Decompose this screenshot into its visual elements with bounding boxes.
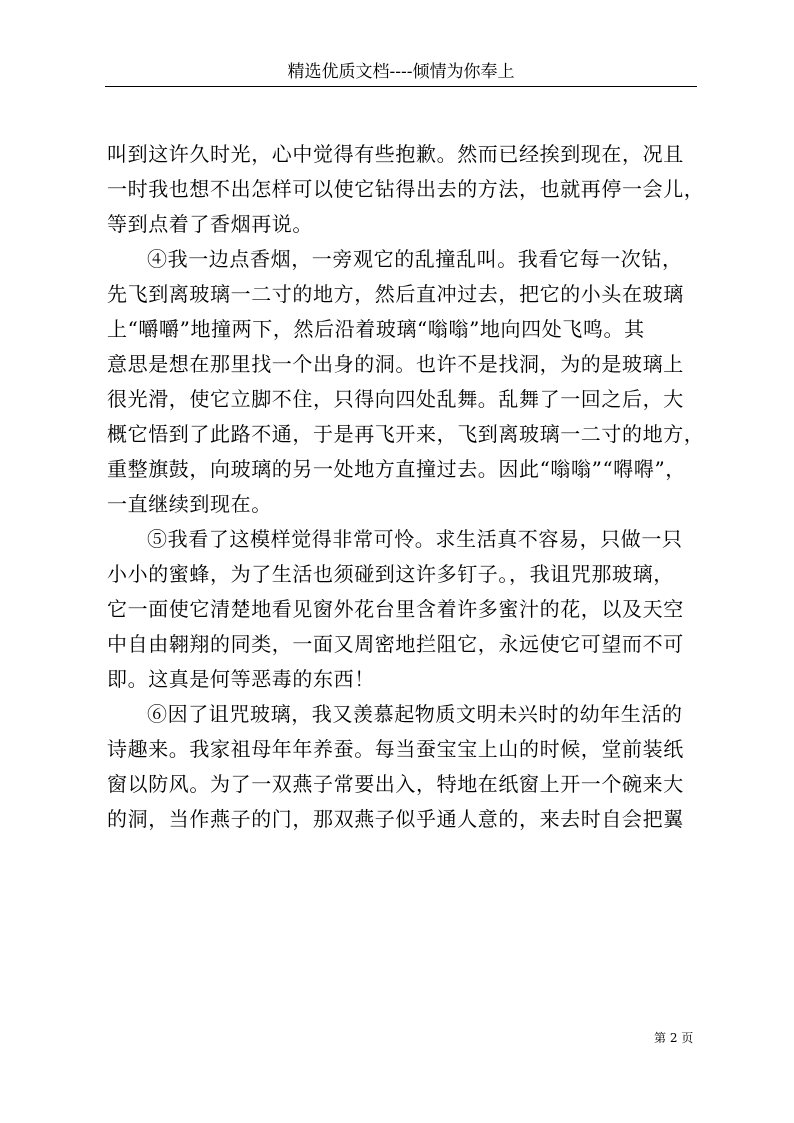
text-line: 一直继续到现在。 (107, 492, 272, 516)
body-text (107, 137, 707, 837)
text-line: 上“嚼嚼”地撞两下，然后沿着玻璃“嗡嗡”地向四处飞鸣。其 (107, 317, 645, 341)
text-line: 很光滑，使它立脚不住，只得向四处乱舞。乱舞了一回之后，大 (107, 387, 684, 411)
paragraph-start-line: ⑥因了诅咒玻璃，我又羡慕起物质文明未兴时的幼年生活的 (147, 702, 683, 726)
text-line: 的洞，当作燕子的门，那双燕子似乎通人意的，来去时自会把翼 (107, 807, 684, 831)
text-line: 小小的蜜蜂，为了生活也须碰到这许多钉子。，我诅咒那玻璃， (107, 562, 674, 586)
text-line: 即。这真是何等恶毒的东西！ (107, 667, 375, 691)
text-line: 一时我也想不出怎样可以使它钻得出去的方法，也就再停一会儿， (107, 177, 705, 201)
text-line: 它一面使它清楚地看见窗外花台里含着许多蜜汁的花，以及天空 (107, 597, 684, 621)
text-line: 叫到这许久时光，心中觉得有些抱歉。然而已经挨到现在，况且 (107, 142, 684, 166)
paragraph-start-line: ④我一边点香烟，一旁观它的乱撞乱叫。我看它每一次钻， (147, 247, 683, 271)
text-line: 等到点着了香烟再说。 (107, 212, 313, 236)
paragraph-start-line: ⑤我看了这模样觉得非常可怜。求生活真不容易，只做一只 (147, 527, 683, 551)
text-line: 诗趣来。我家祖母年年养蚕。每当蚕宝宝上山的时候，堂前装纸 (107, 737, 684, 761)
text-line: 重整旗鼓，向玻璃的另一处地方直撞过去。因此“嗡嗡”“嘚嘚”， (107, 457, 686, 481)
text-line: 意思是想在那里找一个出身的洞。也许不是找洞，为的是玻璃上 (107, 352, 684, 376)
text-line: 窗以防风。为了一双燕子常要出入，特地在纸窗上开一个碗来大 (107, 772, 684, 796)
text-line: 中自由翱翔的同类，一面又周密地拦阻它，永远使它可望而不可 (107, 632, 684, 656)
page-header: 精选优质文档----倾情为你奉上 (105, 60, 697, 87)
text-line: 先飞到离玻璃一二寸的地方，然后直冲过去，把它的小头在玻璃 (107, 282, 684, 306)
page-number: 第 2 页 (654, 1031, 694, 1045)
text-line: 概它悟到了此路不通，于是再飞开来，飞到离玻璃一二寸的地方， (107, 422, 705, 446)
